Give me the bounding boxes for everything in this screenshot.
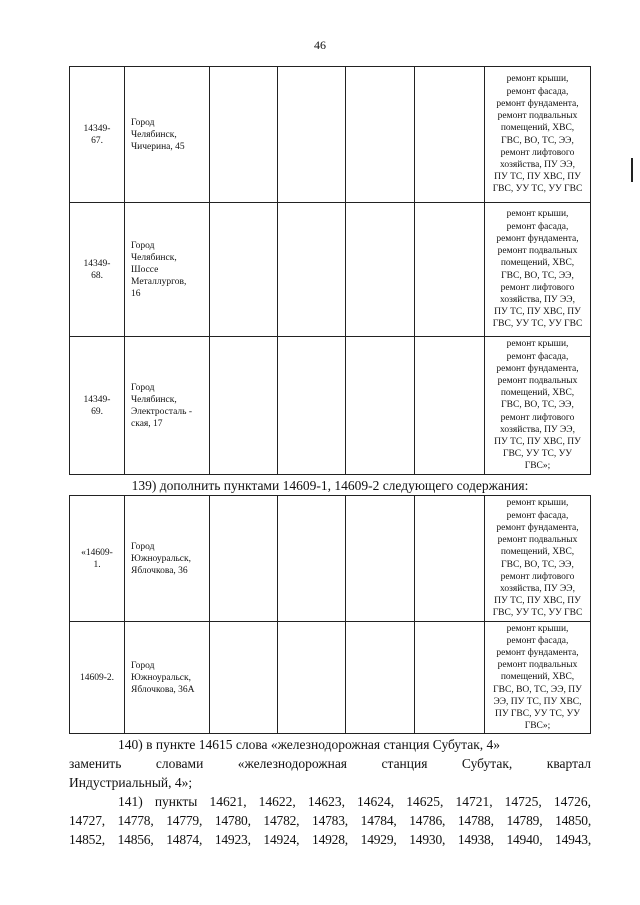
item-number-line: «14609- — [81, 547, 113, 558]
address-line: Челябинск, — [131, 394, 177, 405]
works-line: ГВС, ВО, ТС, ЭЭ, — [501, 400, 574, 411]
works-line: хозяйства, ПУ ЭЭ, — [500, 294, 575, 305]
empty-cell — [346, 67, 415, 203]
works-line: ремонт фундамента, — [496, 233, 579, 244]
works-line: помещений, ХВС, — [500, 547, 575, 558]
item-number-line: 14349- — [83, 123, 111, 134]
item-number-line: 69. — [91, 406, 103, 417]
works-line: ПУ ТС, ПУ ХВС, ПУ — [494, 307, 581, 318]
table-row — [70, 67, 591, 203]
empty-cell — [346, 496, 415, 622]
works-line: ремонт лифтового — [500, 412, 575, 423]
works-line: ГВС, УУ ТС, УУ — [502, 449, 573, 460]
address-cell — [125, 337, 210, 475]
empty-cell — [278, 203, 346, 337]
empty-cell — [210, 67, 278, 203]
address-line: Электросталь - — [131, 406, 192, 417]
works-line: ремонт лифтового — [500, 147, 575, 158]
item-141-line-1: 141) пункты 14621, 14622, 14623, 14624, 14625, 14721, 14725, 14726, — [118, 794, 591, 809]
works-line: ремонт подвальных — [497, 111, 578, 122]
table-row — [70, 337, 591, 475]
works-line: ремонт крыши, — [506, 339, 569, 350]
item-number-line: 68. — [91, 270, 103, 281]
works-cell — [485, 496, 591, 622]
address-line: Южноуральск, — [131, 672, 191, 683]
works-line: ремонт крыши, — [506, 74, 569, 85]
address-line: Город — [131, 541, 155, 552]
works-line: хозяйства, ПУ ЭЭ, — [500, 424, 575, 435]
empty-cell — [415, 622, 485, 734]
item-141-line-3: 14852, 14856, 14874, 14923, 14924, 14928, 14929, 14930, 14938, 14940, 14943, — [69, 832, 591, 847]
works-line: ремонт фасада, — [506, 635, 569, 646]
item-number-line: 67. — [91, 135, 103, 146]
works-line: ремонт фундамента, — [496, 363, 579, 374]
empty-cell — [210, 203, 278, 337]
address-line: Город — [131, 660, 155, 671]
works-line: ремонт фасада, — [506, 86, 569, 97]
works-line: помещений, ХВС, — [500, 388, 575, 399]
address-cell — [125, 67, 210, 203]
works-line: ремонт фасада, — [506, 510, 569, 521]
item-140-line-2: заменить словами «железнодорожная станция Субутак, квартал — [69, 756, 591, 771]
empty-cell — [210, 337, 278, 475]
works-line: хозяйства, ПУ ЭЭ, — [500, 159, 575, 170]
works-line: ГВС»; — [524, 461, 551, 472]
address-line: Металлургов, — [131, 276, 187, 287]
works-line: ремонт крыши, — [506, 623, 569, 634]
table-row — [70, 622, 591, 734]
item-number-line: 1. — [93, 559, 101, 570]
empty-cell — [415, 203, 485, 337]
item-140-line-1: 140) в пункте 14615 слова «железнодорожная станция Субутак, 4» — [118, 737, 501, 752]
works-line: ГВС, ВО, ТС, ЭЭ, — [501, 135, 574, 146]
table-row — [70, 496, 591, 622]
works-line: ремонт фундамента, — [496, 647, 579, 658]
address-line: Город — [131, 382, 155, 393]
works-line: ремонт подвальных — [497, 246, 578, 257]
address-line: Южноуральск, — [131, 553, 191, 564]
address-line: Город — [131, 240, 155, 251]
item-number-cell — [70, 622, 125, 734]
works-line: ПУ ТС, ПУ ХВС, ПУ — [494, 437, 581, 447]
works-line: помещений, ХВС, — [500, 258, 575, 269]
works-line: ремонт лифтового — [500, 571, 575, 582]
empty-cell — [415, 496, 485, 622]
address-line: ская, 17 — [131, 418, 163, 429]
address-line: Город — [131, 117, 155, 128]
item-141-line-2: 14727, 14778, 14779, 14780, 14782, 14783, 14784, 14786, 14788, 14789, 14850, — [69, 813, 591, 828]
works-line: ремонт крыши, — [506, 209, 569, 220]
works-line: ПУ ТС, ПУ ХВС, ПУ — [494, 172, 581, 183]
works-line: хозяйства, ПУ ЭЭ, — [500, 583, 575, 594]
address-line: 16 — [131, 288, 141, 299]
empty-cell — [346, 622, 415, 734]
item-140-line-3: Индустриальный, 4»; — [69, 775, 193, 790]
works-cell — [485, 203, 591, 337]
page-number: 46 — [314, 38, 326, 52]
empty-cell — [415, 67, 485, 203]
item-number-cell — [70, 496, 125, 622]
empty-cell — [346, 337, 415, 475]
address-cell — [125, 496, 210, 622]
item-number-cell — [70, 203, 125, 337]
address-line: Шоссе — [131, 264, 159, 275]
works-cell — [485, 337, 591, 475]
works-line: ремонт фасада, — [506, 351, 569, 362]
works-line: ремонт подвальных — [497, 535, 578, 546]
works-line: ГВС, ВО, ТС, ЭЭ, — [501, 270, 574, 281]
table-added-items — [69, 495, 591, 734]
empty-cell — [210, 622, 278, 734]
works-line: ремонт подвальных — [497, 375, 578, 386]
empty-cell — [346, 203, 415, 337]
works-line: ремонт лифтового — [500, 282, 575, 293]
works-line: ГВС, ВО, ТС, ЭЭ, ПУ — [493, 684, 582, 695]
empty-cell — [210, 496, 278, 622]
address-line: Яблочкова, 36А — [131, 684, 195, 695]
works-line: ремонт фундамента, — [496, 98, 579, 109]
empty-cell — [278, 496, 346, 622]
works-line: ГВС, УУ ТС, УУ ГВС — [492, 319, 583, 330]
item-number-line: 14609-2. — [79, 672, 115, 683]
works-line: ремонт крыши, — [506, 498, 569, 509]
works-line: ГВС, ВО, ТС, ЭЭ, — [501, 559, 574, 570]
works-line: ремонт фасада, — [506, 221, 569, 232]
works-cell — [485, 67, 591, 203]
works-cell — [485, 622, 591, 734]
table-continued — [69, 66, 591, 475]
item-number-line: 14349- — [83, 394, 111, 405]
works-line: ГВС, УУ ТС, УУ ГВС — [492, 608, 583, 619]
works-line: ПУ ГВС, УУ ТС, УУ — [494, 709, 581, 719]
empty-cell — [278, 622, 346, 734]
works-line: помещений, ХВС, — [500, 123, 575, 134]
works-line: ремонт подвальных — [497, 660, 578, 671]
item-number-cell — [70, 337, 125, 475]
address-line: Челябинск, — [131, 129, 177, 140]
item-number-cell — [70, 67, 125, 203]
address-cell — [125, 622, 210, 734]
works-line: ремонт фундамента, — [496, 522, 579, 533]
address-cell — [125, 203, 210, 337]
empty-cell — [415, 337, 485, 475]
works-line: ГВС»; — [524, 721, 551, 732]
empty-cell — [278, 337, 346, 475]
address-line: Чичерина, 45 — [131, 141, 185, 152]
scan-edge-mark — [631, 158, 633, 182]
table-row — [70, 203, 591, 337]
address-line: Челябинск, — [131, 252, 177, 263]
works-line: ПУ ТС, ПУ ХВС, ПУ — [494, 596, 581, 607]
item-139-text: 139) дополнить пунктами 14609-1, 14609-2 следующего содержания: — [131, 478, 529, 493]
works-line: ГВС, УУ ТС, УУ ГВС — [492, 184, 583, 195]
works-line: помещений, ХВС, — [500, 672, 575, 683]
empty-cell — [278, 67, 346, 203]
address-line: Яблочкова, 36 — [131, 565, 188, 576]
item-number-line: 14349- — [83, 258, 111, 269]
works-line: ЭЭ, ПУ ТС, ПУ ХВС, — [493, 696, 582, 707]
